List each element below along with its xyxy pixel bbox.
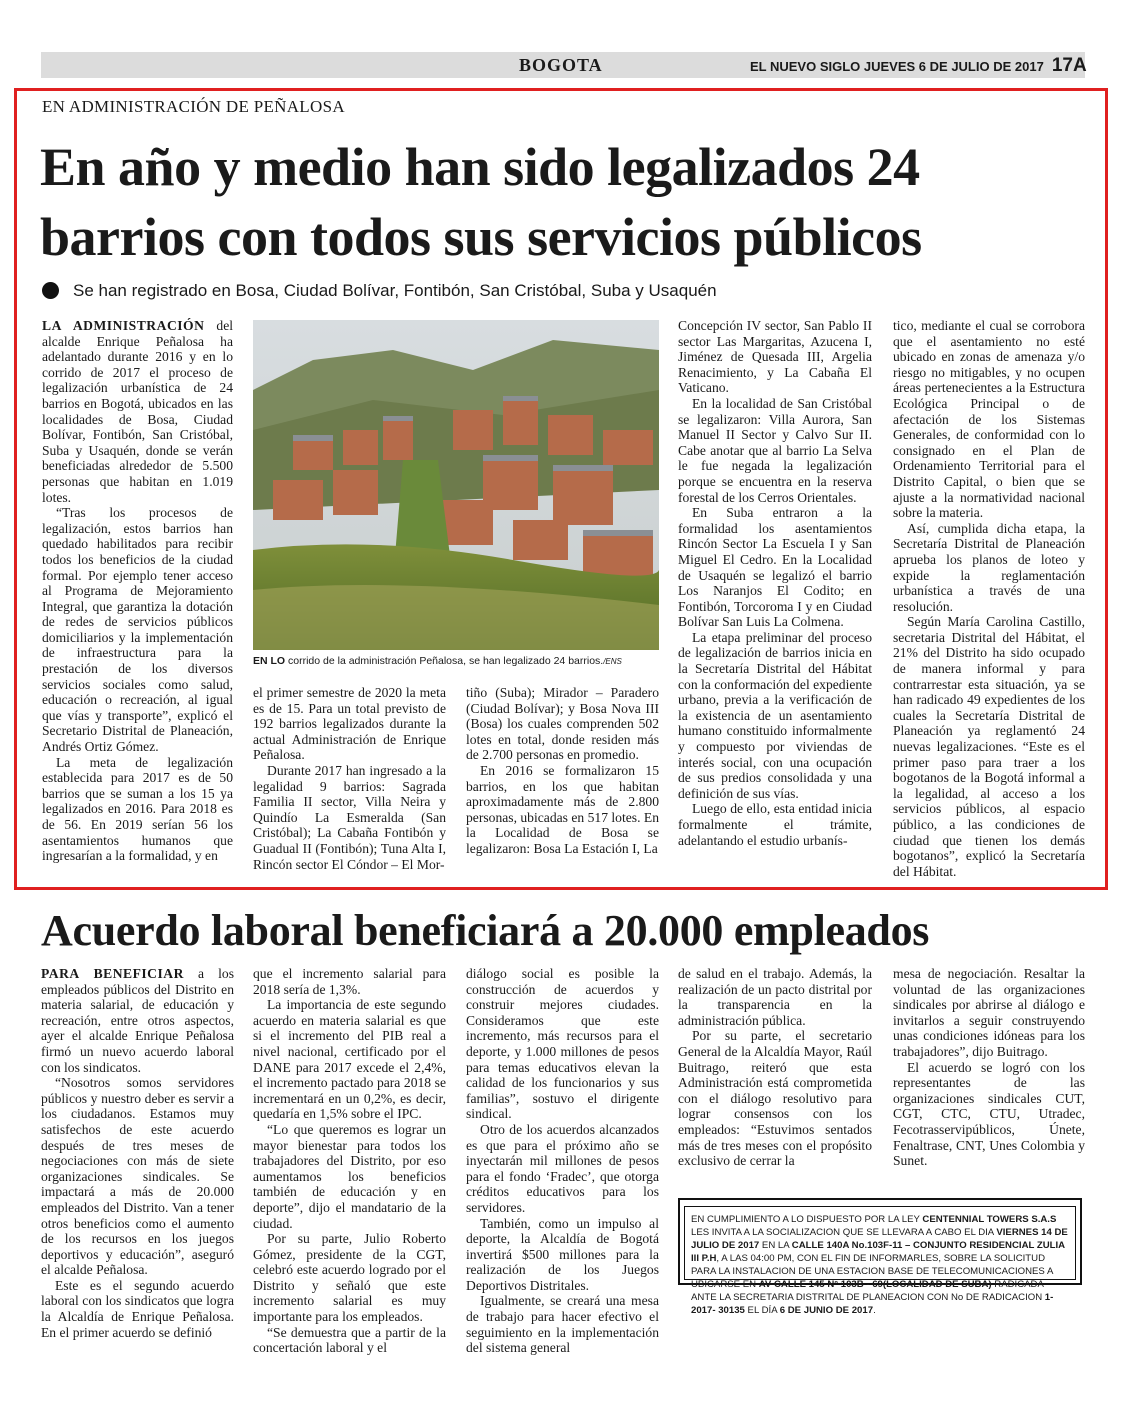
paragraph: Luego de ello, esta entidad inicia formalmente el trámite, adelantando el estudio urbanís- <box>678 801 872 848</box>
notice-bold: CALLE 140A No.103F-11 – CONJUNTO RESIDENCIAL ZULIA III P.H <box>691 1240 1065 1264</box>
paragraph: Así, cumplida dicha etapa, la Secretaría Distrital de Planeación aprueba los planos de loteo y expide la reglamentación urbanística a través de una resolución. <box>893 520 1085 614</box>
paragraph: diálogo social es posible la construcción de acuerdos y construir mejores ciudades. Consideramos que este incremento, más recursos para el deporte, y 1.000 millones de pesos para temas educativos elevan la calidad de los funcionarios y sus familias”, sostuvo el dirigente sindical. <box>466 966 659 1122</box>
subhead-text: Se han registrado en Bosa, Ciudad Bolívar, Fontibón, San Cristóbal, Suba y Usaquén <box>73 281 717 300</box>
paragraph: mesa de negociación. Resaltar la voluntad de las organizaciones sindicales por abrirse al diálogo e invitarlos a seguir construyendo unas condiciones idóneas para los trabajadores”, dijo Buitrago. <box>893 966 1085 1059</box>
hillside-neighborhood-photo <box>253 320 659 650</box>
notice-bold: AV CALLE 145 N° 103B - 69(LOCALIDAD DE SUBA) <box>758 1279 992 1290</box>
article2-column-3 <box>466 966 659 1356</box>
paragraph: En Suba entraron a la formalidad los asentamientos Rincón Sector La Escuela I y San Miguel El Cedro. En la Localidad de Usaquén se legalizó el barrio Los Naranjos El Codito; en Fontibón, Torcoroma I y en Ciudad Bolívar San Luis La Colmena. <box>678 505 872 630</box>
notice-bold: CENTENNIAL TOWERS S.A.S <box>922 1214 1057 1225</box>
notice-text: EN CUMPLIMIENTO A LO DISPUESTO POR LA LEY <box>691 1214 923 1225</box>
masthead-date: EL NUEVO SIGLO JUEVES 6 DE JULIO DE 2017 <box>750 59 1044 74</box>
section-name: BOGOTA <box>519 55 603 75</box>
paragraph: También, como un impulso al deporte, la Alcaldía de Bogotá invertirá $500 millones para la realización de los Juegos Deportivos Distritales. <box>466 1215 659 1293</box>
page-number: 17A <box>1051 55 1087 76</box>
article2-column-2 <box>253 966 446 1356</box>
notice-bold: 6 DE JUNIO DE 2017 <box>779 1305 874 1316</box>
paragraph: “Lo que queremos es lograr un mayor bienestar para todos los trabajadores del Distrito, por eso aumentamos los beneficios también de educación y en deporte”, dijo el mandatario de la ciudad. <box>253 1121 446 1231</box>
caption-credit: /ENS <box>603 657 622 666</box>
article2-headline: Acuerdo laboral beneficiará a 20.000 empleados <box>41 906 930 955</box>
paragraph: tiño (Suba); Mirador – Paradero (Ciudad Bolívar); y Bosa Nova III (Bosa) los cuales comprenden 502 lotes en total, donde residen más de 2.700 personas en promedio. <box>466 685 659 763</box>
article1-column-3 <box>466 685 659 857</box>
paragraph: La etapa preliminar del proceso de legalización de barrios inicia en la Secretaría Distrital del Hábitat con la conformación del expediente urbano, previa a la verificación de la existencia de un asentamiento humano constituido informalmente y compuesto por viviendas de interés social, con una ocupación de sus predios consolidada y una definición de sus vías. <box>678 629 873 801</box>
article2-column-4 <box>678 966 872 1169</box>
paragraph: Otro de los acuerdos alcanzados es que para el próximo año se inyectarán mil millones de pesos para el fondo ‘Fradec’, que otorga créditos educativos para los servidores. <box>466 1121 659 1215</box>
article1-column-5 <box>893 318 1085 879</box>
paragraph: del alcalde Enrique Peñalosa ha adelantado durante 2016 y en lo corrido de 2017 el proceso de legalización urbanística de 24 barrios en Bogotá, ubicados en las localidades de Bosa, Ciudad Bolívar, Fontibón, San Cristóbal, Suba y Usaquén, donde se verán beneficiadas alrededor de 5.500 personas que habitan en 1.019 lotes. <box>42 318 233 505</box>
news-photo <box>253 320 659 650</box>
article1-column-2 <box>253 685 446 872</box>
masthead <box>750 55 1087 77</box>
paragraph: La meta de legalización establecida para 2017 es de 50 barrios que se suman a los 15 ya legalizados en 2016. Para 2018 es de 56. En 2019 serían 56 los asentamientos humanos que ingresarían a la formalidad, y en <box>42 754 233 864</box>
article-kicker: EN ADMINISTRACIÓN DE PEÑALOSA <box>42 97 345 116</box>
notice-text: EN LA <box>759 1240 792 1251</box>
photo-caption <box>253 655 673 667</box>
article1-column-4 <box>678 318 872 848</box>
paragraph: El acuerdo se logró con los representantes de las organizaciones sindicales CUT, CGT, CTC, CTU, Utradec, Fecotrasservipúblicos, Únete, Fenaltrase, CNT, Unes Colombia y Sunet. <box>893 1059 1085 1169</box>
paragraph: “Nosotros somos servidores públicos y nuestro deber es servir a los ciudadanos. Estamos muy satisfechos de este acuerdo después de tres meses de negociaciones con más de siete organizaciones sindicales. Se impactará a más de 20.000 empleados del Distrito. Van a tener otros beneficios como el aumento de los recursos en los juegos deportivos y educación”, aseguró el alcalde Peñalosa. <box>41 1075 234 1278</box>
article-headline <box>40 132 1090 272</box>
paragraph: el primer semestre de 2020 la meta es de 15. Para un total previsto de 192 barrios legalizados durante la actual Administración de Enrique Peñalosa. <box>253 685 446 763</box>
headline-line-1: En año y medio han sido legalizados 24 <box>40 137 920 197</box>
paragraph: Concepción IV sector, San Pablo II sector Las Margaritas, Azucena I, Jiménez de Quesada III, Argelia Renacimiento, y La Cabaña El Vaticano. <box>678 318 872 396</box>
paragraph: de salud en el trabajo. Además, la realización de un pacto distrital por la transparencia en la administración pública. <box>678 966 872 1028</box>
notice-bold: VIERNES 14 DE JULIO DE 2017 <box>691 1227 1068 1251</box>
notice-bold: 1-2017- 30135 <box>691 1292 1054 1316</box>
paragraph: En la localidad de San Cristóbal se legalizaron: Villa Aurora, San Manuel II Sector y Calvo Sur II. Cabe anotar que al barrio La Selva le fue negada la legalización porque se encuentra en la reserva forestal de los Cerros Orientales. <box>678 395 872 505</box>
bullet-icon <box>42 282 59 299</box>
paragraph: tico, mediante el cual se corrobora que el asentamiento no esté ubicado en zonas de amenaza y/o riesgo no mitigables, y no ocupen áreas pertenecientes a la Estructura Ecológica Principal o de afectación de los Sistemas Generales, de conformidad con lo consignado en el Plan de Ordenamiento Territorial para el Distrito Capital, o bien que se ajuste a la normatividad nacional sobre la materia. <box>893 318 1085 521</box>
article1-column-1 <box>42 318 233 864</box>
headline-line-2: barrios con todos sus servicios públicos <box>40 207 922 267</box>
article2-column-1 <box>41 966 234 1340</box>
notice-text: , A LAS 04:00 PM, CON EL FIN DE INFORMARLES, SOBRE LA SOLICITUD PARA LA INSTALACION DE UNA ESTACION BASE DE TELECOMUNICACIONES A UBICARSE EN <box>691 1253 1053 1290</box>
article2-column-5 <box>893 966 1085 1169</box>
paragraph: Este es el segundo acuerdo laboral con los sindicatos que logra la Alcaldía de Enrique Peñalosa. En el primer acuerdo se definió <box>41 1277 234 1340</box>
notice-text: EL DÍA <box>744 1305 780 1316</box>
lead-word: LA ADMINISTRACIÓN <box>42 318 205 333</box>
lead-word: PARA BENEFICIAR <box>41 966 184 981</box>
notice-text: RADICADA ANTE LA SECRETARIA DISTRITAL DE PLANEACION CON No DE RADICACION <box>691 1279 1045 1303</box>
paragraph: “Tras los procesos de legalización, estos barrios han quedado habilitados para recibir todos los beneficios de la ciudad formal. Por ejemplo tener acceso al Programa de Mejoramiento Integral, que garantiza la dotación de redes de servicios públicos domiciliarios y la implementación de infraestructura para la prestación de los diversos servicios sociales como salud, educación o recreación, al igual que vías y transporte”, explicó el Secretario Distrital de Planeación, Andrés Ortiz Gómez. <box>42 505 233 755</box>
paragraph: “Se demuestra que a partir de la concertación laboral y el <box>253 1324 446 1356</box>
paragraph: Igualmente, se creará una mesa de trabajo para hacer efectivo el seguimiento en la implementación del sistema general <box>466 1293 659 1356</box>
notice-text: LES INVITA A LA SOCIALIZACION QUE SE LLEVARA A CABO EL DIA <box>691 1227 997 1238</box>
caption-text: corrido de la administración Peñalosa, se han legalizado 24 barrios. <box>288 655 604 667</box>
paragraph: que el incremento salarial para 2018 sería de 1,3%. <box>253 966 446 997</box>
article-subhead <box>42 281 717 301</box>
paragraph: a los empleados públicos del Distrito en materia salarial, de educación y recreación, entre otros aspectos, ayer el alcalde Enrique Peñalosa firmó un nuevo acuerdo laboral con los sindicatos. <box>41 966 235 1075</box>
paragraph: La importancia de este segundo acuerdo en materia salarial es que si el incremento del PIB real a nivel nacional, certificado por el DANE para 2017 excede el 2,4%, el incremento pactado para 2018 se incrementará en un 0,2%, es decir, quedaría en 1,5% sobre el IPC. <box>253 997 446 1122</box>
paragraph: Según María Carolina Castillo, secretaria Distrital del Hábitat, el 21% del Distrito ha sido ocupado de manera informal y para contrarrestar esta situación, ya se han radicado 49 expedientes de los cuales la Secretaría Distrital de Planeación ya reglamentó 24 nuevas legalizaciones. “Este es el primer paso para traer a los bogotanos de la Bogotá informal a la legalidad, al acceso a los servicios públicos, al espacio público, a las condiciones de ciudad que tienen los demás bogotanos”, explicó la Secretaría del Hábitat. <box>893 614 1085 879</box>
paragraph: Por su parte, Julio Roberto Gómez, presidente de la CGT, celebró este acuerdo logrado por el Distrito y señaló que este incremento salarial es muy importante para los empleados. <box>253 1231 446 1325</box>
caption-lead: EN LO <box>253 655 286 667</box>
notice-text: . <box>873 1305 876 1316</box>
paragraph: En 2016 se formalizaron 15 barrios, en los que habitan aproximadamente más de 2.800 personas, ubicadas en 517 lotes. En la Localidad de Bosa se legalizaron: Bosa La Estación I, La <box>466 762 659 856</box>
paragraph: Por su parte, el secretario General de la Alcaldía Mayor, Raúl Buitrago, reiteró que esta Administración está comprometida con el diálogo resolutivo para lograr consensos con los empleados: “Estuvimos sentados más de tres meses con el propósito exclusivo de cerrar la <box>678 1028 872 1169</box>
paragraph: Durante 2017 han ingresado a la legalidad 9 barrios: Sagrada Familia II sector, Villa Neira y Quindío La Esmeralda (San Cristóbal); La Cabaña Fontibón y Guadual II (Fontibón); Tuna Alta I, Rincón sector El Cóndor – El Mor- <box>253 762 446 872</box>
legal-notice <box>684 1206 1076 1316</box>
